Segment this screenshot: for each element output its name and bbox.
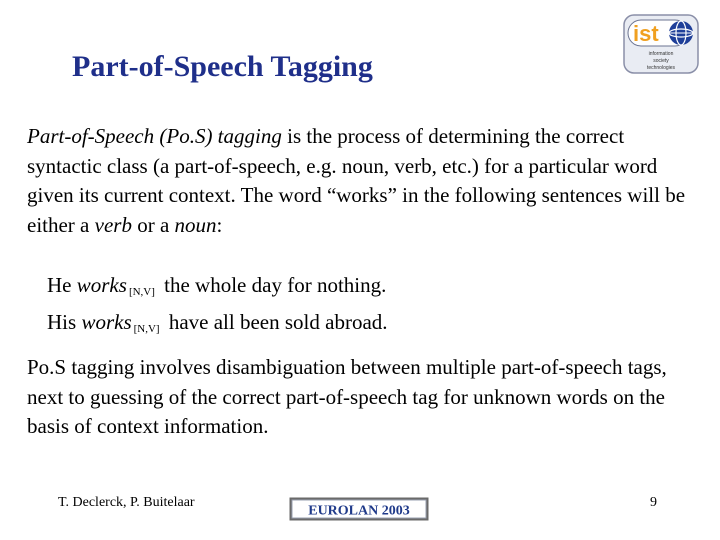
disambiguation-paragraph: Po.S tagging involves disambiguation between multiple part-of-speech tags, next to guessing of the correct part-of-speech tag for unknown words on the basis of context information. (27, 355, 667, 438)
intro-paragraph (27, 122, 687, 240)
example-sentence (47, 307, 388, 344)
ist-logo-graphic (623, 14, 699, 74)
intro-text-2: or a (131, 212, 175, 237)
logo-tagline-2: society (653, 58, 669, 64)
intro-term: Part-of-Speech (Po.S) tagging (27, 124, 282, 148)
eurolan-badge-graphic (289, 497, 429, 521)
example-word: works (81, 310, 132, 334)
intro-text-1: is the process of determining the correct syntactic class (a part-of-speech, e.g. noun, verb, etc.) for a particular word given its current context. The word “works” in the following sentences will be either a (27, 124, 686, 237)
page-number: 9 (650, 495, 657, 510)
example-sentence (47, 270, 388, 307)
example-after: have all been sold abroad. (163, 310, 388, 334)
example-tag: [N,V] (128, 286, 155, 298)
logo-text: ist (633, 21, 659, 46)
ist-logo (623, 14, 699, 74)
example-sentences (47, 270, 388, 344)
example-tag: [N,V] (133, 323, 160, 335)
footer-authors: T. Declerck, P. Buitelaar (58, 495, 195, 510)
slide-title: Part-of-Speech Tagging (72, 50, 373, 83)
example-after: the whole day for nothing. (158, 273, 387, 297)
example-word: works (76, 273, 127, 297)
logo-tagline-3: technologies (646, 65, 676, 71)
intro-verb: verb (94, 212, 132, 237)
example-before: His (47, 310, 82, 334)
eurolan-label: EUROLAN 2003 (308, 503, 410, 519)
intro-noun: noun (174, 212, 217, 237)
example-before: He (47, 273, 77, 297)
logo-tagline-1: information (648, 51, 674, 57)
eurolan-badge (289, 497, 429, 521)
intro-text-3: : (216, 212, 223, 237)
globe-icon (669, 21, 693, 45)
